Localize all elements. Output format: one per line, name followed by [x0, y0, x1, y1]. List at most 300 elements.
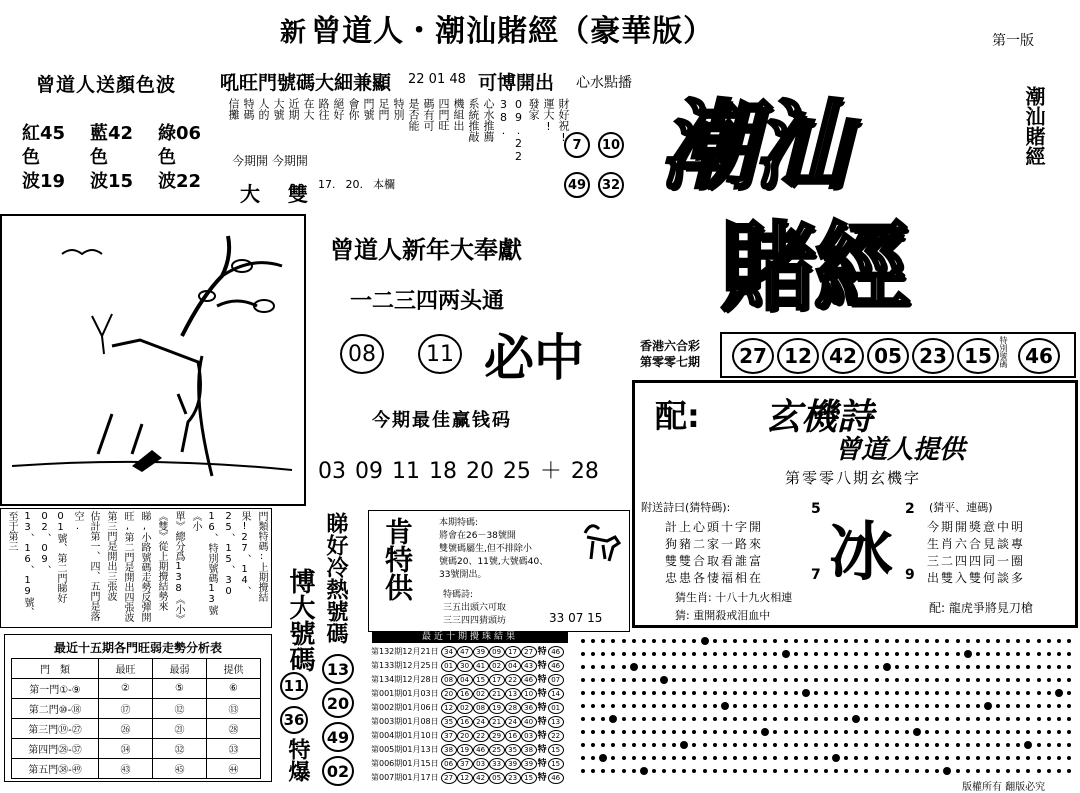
result-special-ball: 13 — [548, 716, 564, 728]
grid-dot — [703, 691, 707, 695]
grid-dot — [885, 652, 889, 656]
bogo-ball: 13 — [322, 654, 354, 684]
grid-dot — [753, 730, 757, 734]
grid-dot — [864, 730, 868, 734]
grid-dot — [834, 691, 838, 695]
grid-dot — [611, 769, 615, 773]
result-issue: 第133期12月25日 — [371, 660, 439, 670]
grid-dot — [662, 730, 666, 734]
table-row — [12, 699, 261, 719]
grid-dot — [956, 769, 960, 773]
grid-dot — [703, 769, 707, 773]
result-ball: 21 — [489, 716, 505, 728]
grid-hit-dot — [943, 767, 951, 775]
grid-dot — [642, 756, 646, 760]
grid-dot — [1037, 704, 1041, 708]
result-ball: 13 — [505, 688, 521, 700]
grid-dot — [1016, 717, 1020, 721]
grid-dot — [713, 652, 717, 656]
grid-dot — [935, 652, 939, 656]
grid-dot — [1016, 691, 1020, 695]
grid-dot — [905, 639, 909, 643]
grid-dot — [713, 639, 717, 643]
grid-dot — [743, 652, 747, 656]
grid-dot — [905, 678, 909, 682]
table-row — [12, 739, 261, 759]
grid-dot — [733, 652, 737, 656]
result-issue: 第002期01月06日 — [371, 702, 439, 712]
results-table — [370, 644, 565, 784]
poem-left-lines: 計上心頭十字開 狗豬二家一路來 雙雙合取看誰富 忠患各悽福相在 — [665, 520, 764, 585]
grid-dot — [885, 730, 889, 734]
grid-dot — [763, 769, 767, 773]
results-title: 最近十期攪珠結果 — [372, 632, 568, 643]
grid-dot — [915, 652, 919, 656]
grid-dot — [1067, 756, 1071, 760]
grid-dot — [652, 639, 656, 643]
grid-dot — [591, 665, 595, 669]
grid-dot — [662, 691, 666, 695]
lottery-ball: 27 — [732, 338, 774, 374]
bogo-ball: 20 — [322, 688, 354, 718]
grid-dot — [1037, 730, 1041, 734]
grid-dot — [1067, 743, 1071, 747]
grid-dot — [743, 678, 747, 682]
grid-dot — [945, 730, 949, 734]
logo-side: 潮汕賭經 — [1022, 86, 1046, 166]
grid-dot — [1047, 678, 1051, 682]
grid-dot — [804, 743, 808, 747]
logo-main-2: 賭經 — [720, 212, 908, 324]
grid-dot — [966, 691, 970, 695]
grid-dot — [895, 717, 899, 721]
grid-dot — [915, 665, 919, 669]
grid-dot — [976, 743, 980, 747]
color-red: 紅45 色 波19 — [22, 123, 66, 192]
grid-hit-dot — [630, 663, 638, 671]
grid-dot — [1067, 639, 1071, 643]
grid-dot — [601, 678, 605, 682]
hot-column: 在大 — [302, 98, 315, 120]
grid-dot — [703, 678, 707, 682]
grid-dot — [885, 704, 889, 708]
grid-dot — [905, 756, 909, 760]
hot-column: 會你 — [347, 98, 360, 120]
grid-dot — [682, 704, 686, 708]
grid-dot — [713, 704, 717, 708]
color-blue: 藍42 色 波15 — [90, 123, 134, 192]
hot-column: 系統推敲 — [467, 98, 480, 142]
grid-dot — [743, 665, 747, 669]
grid-dot — [763, 743, 767, 747]
poem-num-7: 7 — [811, 567, 821, 583]
hot-small-value: 本欄 — [373, 178, 395, 191]
grid-dot — [925, 652, 929, 656]
result-special-ball: 46 — [548, 646, 564, 658]
grid-dot — [581, 678, 585, 682]
result-ball: 22 — [505, 674, 521, 686]
table-row — [370, 728, 565, 742]
grid-hit-dot — [640, 767, 648, 775]
grid-dot — [824, 678, 828, 682]
grid-hit-dot — [609, 715, 617, 723]
result-ball: 02 — [457, 702, 473, 714]
result-ball: 17 — [505, 646, 521, 658]
grid-dot — [682, 769, 686, 773]
result-ball: 03 — [521, 730, 537, 742]
table-row — [370, 672, 565, 686]
grid-dot — [753, 717, 757, 721]
grid-dot — [844, 743, 848, 747]
grid-dot — [672, 639, 676, 643]
grid-dot — [1037, 769, 1041, 773]
result-ball: 16 — [457, 716, 473, 728]
footer: 版權所有 翻版必究 — [962, 782, 1046, 793]
grid-dot — [976, 639, 980, 643]
grid-dot — [844, 665, 848, 669]
special-vert: 肯特供 — [381, 517, 414, 601]
grid-dot — [1047, 691, 1051, 695]
analysis-column: 旺,第二門是開出四張波 — [122, 511, 133, 622]
grid-dot — [692, 704, 696, 708]
grid-dot — [945, 639, 949, 643]
grid-dot — [652, 743, 656, 747]
table-row — [370, 770, 565, 784]
grid-dot — [642, 639, 646, 643]
grid-dot — [784, 769, 788, 773]
poem-guess: 猜: 重開殺戒泪血中 — [675, 609, 771, 622]
grid-dot — [611, 665, 615, 669]
hot-column: 38. — [497, 98, 510, 137]
grid-dot — [601, 639, 605, 643]
hot-column: 09.22 — [512, 98, 525, 163]
result-issue: 第004期01月10日 — [371, 730, 439, 740]
result-ball: 24 — [473, 716, 489, 728]
grid-dot — [672, 678, 676, 682]
grid-dot — [824, 756, 828, 760]
grid-dot — [935, 678, 939, 682]
result-ball: 36 — [521, 702, 537, 714]
special-ball: 46 — [1018, 338, 1060, 374]
grid-dot — [622, 691, 626, 695]
grid-dot — [581, 652, 585, 656]
grid-dot — [824, 704, 828, 708]
grid-dot — [1006, 730, 1010, 734]
grid-dot — [885, 756, 889, 760]
grid-dot — [794, 730, 798, 734]
grid-dot — [611, 743, 615, 747]
grid-dot — [601, 691, 605, 695]
grid-dot — [581, 639, 585, 643]
grid-dot — [784, 704, 788, 708]
grid-dot — [784, 691, 788, 695]
grid-dot — [642, 678, 646, 682]
grid-dot — [1026, 678, 1030, 682]
grid-dot — [854, 652, 858, 656]
grid-dot — [794, 704, 798, 708]
grid-dot — [875, 730, 879, 734]
grid-dot — [733, 665, 737, 669]
grid-dot — [1006, 743, 1010, 747]
grid-dot — [956, 743, 960, 747]
grid-dot — [814, 704, 818, 708]
grid-dot — [935, 743, 939, 747]
grid-dot — [875, 756, 879, 760]
grid-dot — [692, 665, 696, 669]
grid-dot — [773, 730, 777, 734]
grid-dot — [1016, 652, 1020, 656]
grid-dot — [925, 678, 929, 682]
result-issue: 第003期01月08日 — [371, 716, 439, 726]
grid-dot — [905, 665, 909, 669]
colors-box — [8, 60, 208, 210]
grid-dot — [804, 665, 808, 669]
grid-dot — [723, 665, 727, 669]
grid-dot — [804, 730, 808, 734]
result-special-ball: 01 — [548, 702, 564, 714]
grid-dot — [1006, 704, 1010, 708]
analysis-column: 13、16、19號、至于第三 — [6, 511, 33, 617]
grid-dot — [895, 704, 899, 708]
result-ball: 35 — [505, 744, 521, 756]
grid-dot — [591, 756, 595, 760]
grid-dot — [875, 665, 879, 669]
grid-dot — [662, 639, 666, 643]
grid-dot — [844, 717, 848, 721]
grid-dot — [834, 730, 838, 734]
hot-column: 人的 — [257, 98, 270, 120]
table-row — [370, 700, 565, 714]
grid-dot — [875, 743, 879, 747]
grid-dot — [996, 652, 1000, 656]
grid-dot — [1047, 639, 1051, 643]
hot-column: 大號 — [272, 98, 285, 120]
grid-dot — [784, 743, 788, 747]
grid-dot — [804, 678, 808, 682]
trend-cell: ⑥ — [207, 679, 261, 699]
grid-dot — [986, 730, 990, 734]
grid-dot — [784, 717, 788, 721]
grid-dot — [581, 717, 585, 721]
grid-dot — [935, 717, 939, 721]
grid-dot — [743, 691, 747, 695]
grid-dot — [662, 756, 666, 760]
grid-dot — [864, 704, 868, 708]
grid-dot — [986, 743, 990, 747]
special-nums: 33 07 15 — [549, 611, 603, 625]
grid-dot — [642, 691, 646, 695]
grid-dot — [703, 665, 707, 669]
grid-dot — [753, 678, 757, 682]
grid-dot — [804, 756, 808, 760]
grid-dot — [966, 743, 970, 747]
result-special-ball: 15 — [548, 744, 564, 756]
trend-cell: ㊸ — [99, 759, 153, 779]
grid-dot — [794, 756, 798, 760]
grid-dot — [672, 704, 676, 708]
grid-dot — [976, 691, 980, 695]
grid-dot — [976, 730, 980, 734]
grid-hit-dot — [680, 741, 688, 749]
grid-dot — [864, 678, 868, 682]
grid-hit-dot — [721, 702, 729, 710]
result-ball: 16 — [505, 730, 521, 742]
result-ball: 12 — [457, 772, 473, 784]
grid-dot — [642, 717, 646, 721]
analysis-column: 第三門是開出三張波 — [105, 511, 116, 601]
grid-dot — [935, 665, 939, 669]
result-ball: 43 — [521, 660, 537, 672]
grid-dot — [885, 743, 889, 747]
gift-ball-1: 08 — [340, 334, 384, 374]
grid-dot — [692, 769, 696, 773]
grid-dot — [773, 743, 777, 747]
poem-title-1: 玄機詩 — [765, 397, 874, 438]
grid-dot — [692, 756, 696, 760]
grid-dot — [652, 691, 656, 695]
grid-dot — [834, 704, 838, 708]
result-ball: 15 — [473, 674, 489, 686]
lottery-ball: 23 — [912, 338, 954, 374]
grid-dot — [601, 743, 605, 747]
header-prefix: 新 — [280, 18, 307, 48]
grid-dot — [814, 717, 818, 721]
grid-dot — [763, 639, 767, 643]
grid-dot — [682, 665, 686, 669]
grid-dot — [692, 652, 696, 656]
grid-dot — [763, 717, 767, 721]
grid-dot — [956, 730, 960, 734]
grid-dot — [905, 743, 909, 747]
grid-dot — [1047, 704, 1051, 708]
grid-dot — [1057, 665, 1061, 669]
grid-dot — [824, 730, 828, 734]
grid-dot — [945, 717, 949, 721]
result-ball: 02 — [489, 660, 505, 672]
must-win: 必中 — [484, 329, 584, 387]
grid-dot — [1057, 652, 1061, 656]
grid-dot — [996, 730, 1000, 734]
grid-dot — [703, 717, 707, 721]
gift-section — [310, 214, 630, 504]
analysis-column: 01號、第二門睇好02、09、 — [39, 511, 66, 603]
grid-dot — [763, 756, 767, 760]
grid-dot — [622, 704, 626, 708]
table-row — [370, 686, 565, 700]
poem-hint-right: (猜平、連碼) — [929, 501, 993, 514]
grid-dot — [966, 717, 970, 721]
grid-dot — [682, 639, 686, 643]
poem-box — [632, 380, 1078, 628]
grid-dot — [1057, 717, 1061, 721]
grid-dot — [1037, 743, 1041, 747]
grid-dot — [581, 756, 585, 760]
grid-dot — [652, 665, 656, 669]
grid-dot — [996, 769, 1000, 773]
grid-dot — [773, 756, 777, 760]
result-special-word: 特 — [537, 759, 547, 769]
table-row — [370, 658, 565, 672]
grid-dot — [642, 704, 646, 708]
grid-dot — [642, 743, 646, 747]
grid-dot — [743, 730, 747, 734]
grid-dot — [935, 756, 939, 760]
result-ball: 05 — [489, 772, 505, 784]
grid-dot — [864, 717, 868, 721]
trend-cell: 第四門㉘-㊲ — [12, 739, 99, 759]
grid-dot — [713, 665, 717, 669]
grid-dot — [976, 665, 980, 669]
grid-dot — [632, 652, 636, 656]
result-ball: 06 — [441, 758, 457, 770]
grid-dot — [996, 704, 1000, 708]
special-lines: 本期特碼: 將會在26－38號開 雙號碼屬生,但不排除小 號碼20、11號,大號碼40、 33號開出。 — [439, 518, 549, 580]
best-numbers: 03 09 11 18 20 25 ＋ 28 — [318, 459, 599, 484]
grid-dot — [834, 665, 838, 669]
grid-dot — [692, 678, 696, 682]
result-special-word: 特 — [537, 703, 547, 713]
grid-dot — [1006, 769, 1010, 773]
table-row — [370, 644, 565, 658]
grid-dot — [824, 665, 828, 669]
result-ball: 09 — [489, 646, 505, 658]
grid-dot — [1047, 769, 1051, 773]
grid-dot — [672, 756, 676, 760]
grid-dot — [814, 743, 818, 747]
grid-dot — [996, 691, 1000, 695]
results-section — [368, 632, 1078, 782]
grid-dot — [1057, 678, 1061, 682]
grid-dot — [591, 678, 595, 682]
grid-dot — [915, 743, 919, 747]
lottery-balls-box — [720, 332, 1076, 378]
result-ball: 39 — [505, 758, 521, 770]
grid-dot — [854, 691, 858, 695]
analysis-column: 單》總分爲138《小》 — [173, 511, 184, 624]
grid-dot — [682, 691, 686, 695]
result-ball: 34 — [441, 646, 457, 658]
grid-dot — [996, 639, 1000, 643]
grid-dot — [672, 717, 676, 721]
grid-dot — [935, 769, 939, 773]
grid-hit-dot — [701, 637, 709, 645]
grid-dot — [723, 652, 727, 656]
grid-dot — [1026, 730, 1030, 734]
grid-dot — [1037, 665, 1041, 669]
grid-dot — [713, 717, 717, 721]
grid-dot — [996, 717, 1000, 721]
grid-dot — [885, 769, 889, 773]
special-poem: 特碼詩: 三五出頭六可取 三三四四猜頭坊 — [443, 590, 507, 626]
grid-dot — [844, 639, 848, 643]
result-ball: 19 — [457, 744, 473, 756]
analysis-text-box — [0, 508, 272, 628]
grid-hit-dot — [964, 650, 972, 658]
grid-dot — [743, 756, 747, 760]
grid-dot — [662, 769, 666, 773]
trend-cell: ㉘ — [207, 719, 261, 739]
grid-dot — [1047, 652, 1051, 656]
grid-dot — [692, 717, 696, 721]
grid-dot — [956, 756, 960, 760]
hot-column: 是否能 — [407, 98, 420, 131]
grid-dot — [773, 639, 777, 643]
result-ball: 46 — [521, 674, 537, 686]
lottery-label: 香港六合彩 第零零七期 — [640, 339, 701, 369]
grid-dot — [733, 730, 737, 734]
grid-dot — [915, 639, 919, 643]
grid-dot — [763, 678, 767, 682]
